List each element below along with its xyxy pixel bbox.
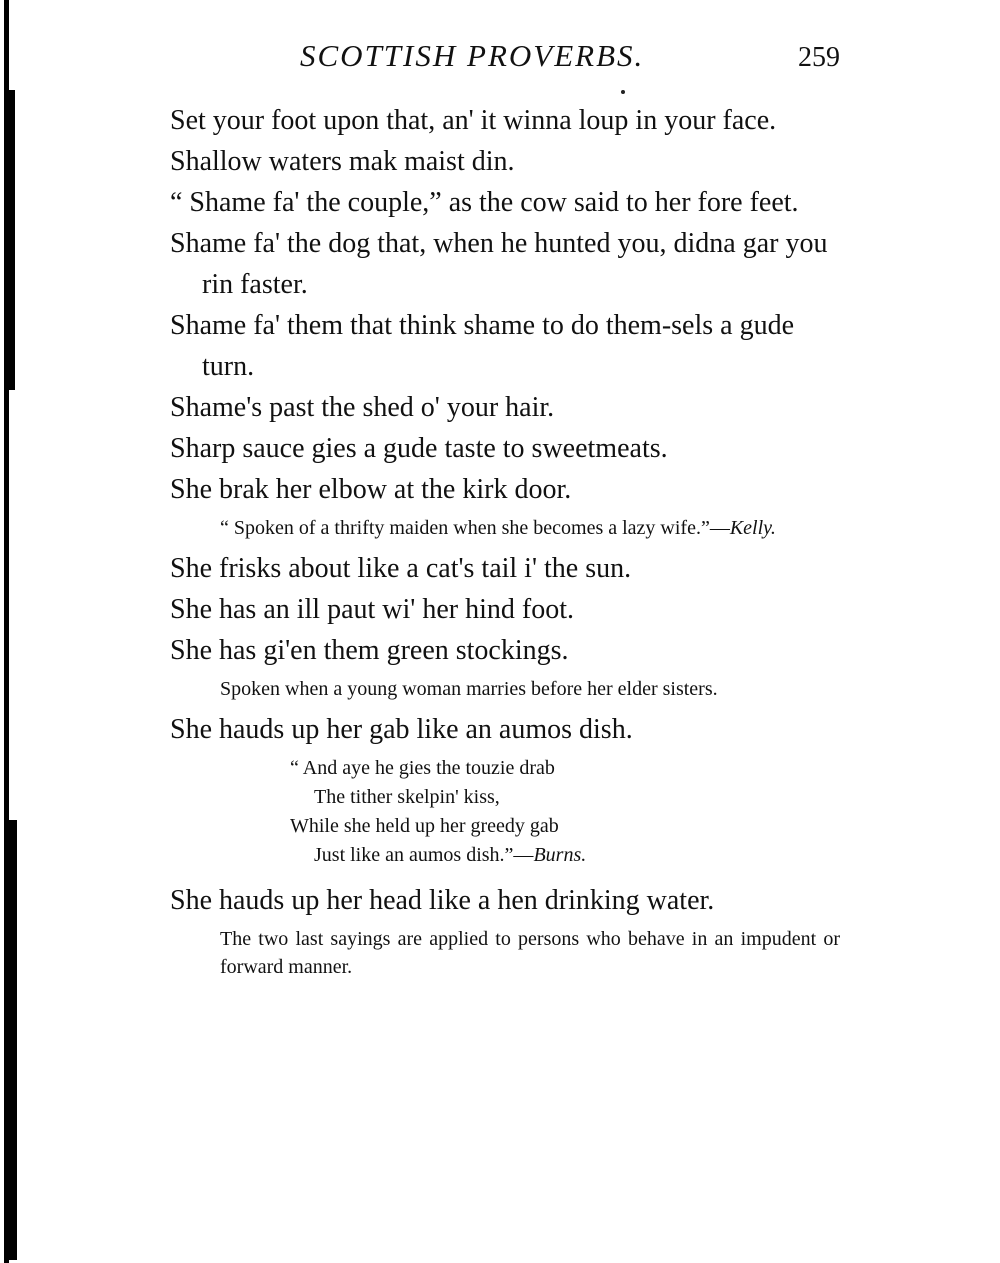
- proverb: Shallow waters mak maist din.: [170, 146, 515, 177]
- explanatory-note: [170, 921, 840, 987]
- verse-line: While she held up her greedy gab: [290, 815, 559, 837]
- verse-line-last: [290, 841, 840, 870]
- proverb: She brak her elbow at the kirk door.: [170, 474, 572, 505]
- page-binding-shadow-lower: [5, 820, 17, 1260]
- proverb: Set your foot upon that, an' it winna loup in your face.: [170, 105, 777, 136]
- proverb: Shame fa' the dog that, when he hunted you, didna gar you rin faster.: [170, 228, 828, 300]
- explanatory-note: [170, 510, 840, 548]
- proverb: “ Shame fa' the couple,” as the cow said to her fore feet.: [170, 187, 799, 218]
- proverb: She hauds up her head like a hen drinking water.: [170, 885, 715, 916]
- proverb: She has gi'en them green stockings.: [170, 635, 569, 666]
- note-text: The two last sayings are applied to persons who behave in an impudent or forward manner.: [220, 928, 840, 978]
- verse-line: “ And aye he gies the touzie drab: [290, 757, 555, 779]
- proverb-list: [170, 100, 840, 987]
- proverb: She has an ill paut wi' her hind foot.: [170, 594, 574, 625]
- running-title: SCOTTISH PROVERBS.: [300, 38, 645, 73]
- verse-quotation: [170, 750, 840, 880]
- note-text: Spoken when a young woman marries before her elder sisters.: [220, 678, 718, 700]
- proverb: She frisks about like a cat's tail i' the sun.: [170, 553, 632, 584]
- proverb: Shame fa' them that think shame to do them-sels a gude turn.: [170, 310, 795, 382]
- page-header: [170, 38, 840, 78]
- proverb: Sharp sauce gies a gude taste to sweetmeats.: [170, 433, 668, 464]
- print-speck: [621, 90, 625, 94]
- verse-citation: Burns.: [533, 844, 587, 866]
- proverb: Shame's past the shed o' your hair.: [170, 392, 555, 423]
- note-text: “ Spoken of a thrifty maiden when she becomes a lazy wife.”—: [220, 517, 730, 539]
- proverb: She hauds up her gab like an aumos dish.: [170, 714, 633, 745]
- verse-line: The tither skelpin' kiss,: [314, 786, 500, 808]
- page-number: 259: [798, 42, 840, 73]
- verse-line-text: Just like an aumos dish.”—: [314, 844, 534, 866]
- note-citation: Kelly.: [729, 517, 776, 539]
- explanatory-note: [170, 671, 840, 709]
- page-binding-shadow: [6, 90, 15, 390]
